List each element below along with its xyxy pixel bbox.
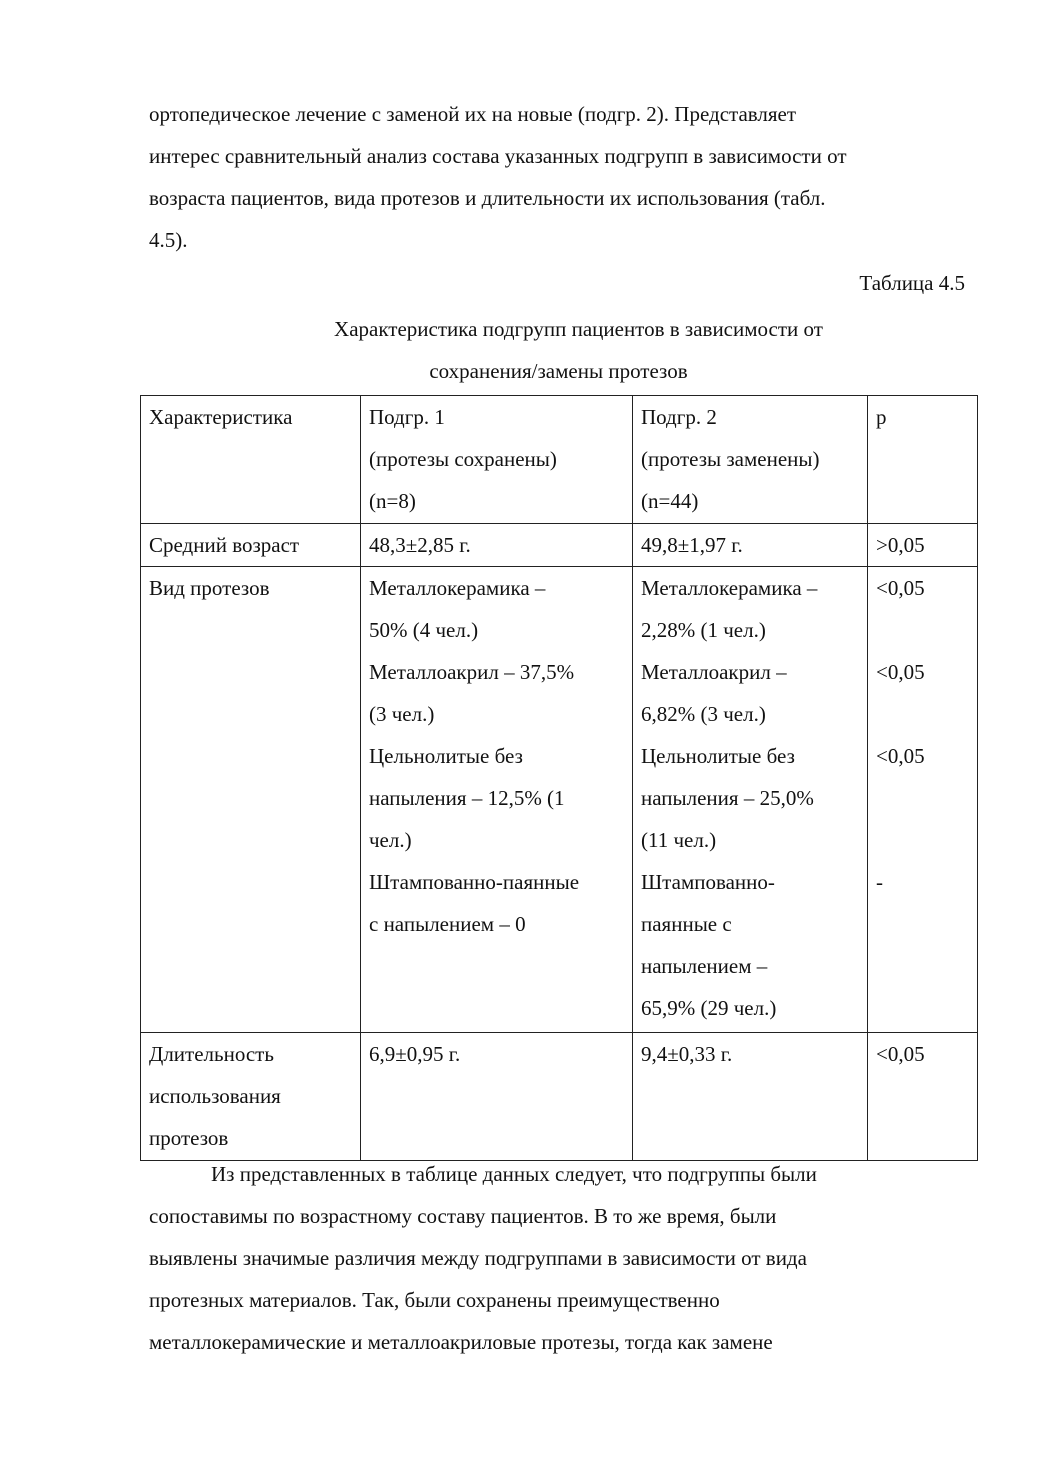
table-title-line: Характеристика подгрупп пациентов в зависимости от	[334, 317, 823, 341]
type-subgroup-1-line: (3 чел.)	[369, 702, 435, 726]
conclusion-paragraph	[149, 1153, 979, 1363]
type-p-value: <0,05	[876, 660, 925, 684]
comparison-table	[140, 395, 978, 1161]
type-subgroup-1-line: Цельнолитые без	[369, 744, 523, 768]
header-subgroup-1-line: Подгр. 1	[369, 405, 445, 429]
type-subgroup-1-line: Штампованно-паянные	[369, 870, 580, 894]
intro-line: 4.5).	[149, 228, 188, 252]
age-subgroup-1: 48,3±2,85 г.	[361, 524, 633, 567]
intro-line: возраста пациентов, вида протезов и длительности их использования (табл.	[149, 186, 826, 210]
header-subgroup-1	[361, 396, 633, 524]
conclusion-line: выявлены значимые различия между подгруппами в зависимости от вида	[149, 1246, 807, 1270]
duration-subgroup-1: 6,9±0,95 г.	[361, 1033, 633, 1161]
duration-label	[141, 1033, 361, 1161]
type-subgroup-1-line: с напылением – 0	[369, 912, 526, 936]
table-header-row	[141, 396, 978, 524]
header-p-label: p	[876, 405, 887, 429]
header-subgroup-2	[633, 396, 868, 524]
type-subgroup-2-line: (11 чел.)	[641, 828, 717, 852]
age-subgroup-2: 49,8±1,97 г.	[633, 524, 868, 567]
header-p-value	[868, 396, 978, 524]
conclusion-line: Из представленных в таблице данных следует, что подгруппы были	[211, 1162, 817, 1186]
header-characteristic	[141, 396, 361, 524]
type-p-value: <0,05	[876, 576, 925, 600]
type-subgroup-1-line: чел.)	[369, 828, 412, 852]
type-subgroup-1-line: Металлоакрил – 37,5%	[369, 660, 575, 684]
duration-p-value: <0,05	[868, 1033, 978, 1161]
duration-subgroup-2: 9,4±0,33 г.	[633, 1033, 868, 1161]
type-subgroup-1-line: 50% (4 чел.)	[369, 618, 479, 642]
header-subgroup-2-line: (протезы заменены)	[641, 447, 820, 471]
duration-label-line: использования	[149, 1084, 281, 1108]
type-subgroup-1-line: Металлокерамика –	[369, 576, 546, 600]
header-subgroup-2-line: (n=44)	[641, 489, 699, 513]
type-subgroup-2-line: напылением –	[641, 954, 768, 978]
type-subgroup-2-line: Цельнолитые без	[641, 744, 795, 768]
conclusion-line: протезных материалов. Так, были сохранены преимущественно	[149, 1288, 720, 1312]
type-subgroup-2-line: Металлокерамика –	[641, 576, 818, 600]
type-label: Вид протезов	[141, 567, 361, 1033]
table-row-average-age	[141, 524, 978, 567]
header-subgroup-2-line: Подгр. 2	[641, 405, 717, 429]
intro-paragraph	[149, 93, 979, 261]
header-characteristic-label: Характеристика	[149, 405, 293, 429]
type-subgroup-2-line: напыления – 25,0%	[641, 786, 814, 810]
header-subgroup-1-line: (n=8)	[369, 489, 416, 513]
table-row-prosthesis-type	[141, 567, 978, 1033]
age-label: Средний возраст	[141, 524, 361, 567]
type-p-values	[868, 567, 978, 1033]
type-p-value: -	[876, 870, 883, 894]
duration-label-line: протезов	[149, 1126, 229, 1150]
table-title	[140, 308, 977, 392]
type-subgroup-2-line: 65,9% (29 чел.)	[641, 996, 777, 1020]
type-subgroup-2-line: Металлоакрил –	[641, 660, 787, 684]
intro-line: ортопедическое лечение с заменой их на новые (подгр. 2). Представляет	[149, 102, 797, 126]
type-p-value: <0,05	[876, 744, 925, 768]
conclusion-line: металлокерамические и металлоакриловые протезы, тогда как замене	[149, 1330, 773, 1354]
conclusion-line: сопоставимы по возрастному составу пациентов. В то же время, были	[149, 1204, 777, 1228]
table-number: Таблица 4.5	[859, 271, 965, 295]
age-p-value: >0,05	[868, 524, 978, 567]
table-row-usage-duration	[141, 1033, 978, 1161]
type-subgroup-2-line: Штампованно-	[641, 870, 775, 894]
type-subgroup-1-line: напыления – 12,5% (1	[369, 786, 565, 810]
type-subgroup-2	[633, 567, 868, 1033]
duration-label-line: Длительность	[149, 1042, 274, 1066]
type-subgroup-1	[361, 567, 633, 1033]
header-subgroup-1-line: (протезы сохранены)	[369, 447, 557, 471]
table-title-line: сохранения/замены протезов	[429, 359, 688, 383]
type-subgroup-2-line: 6,82% (3 чел.)	[641, 702, 766, 726]
type-subgroup-2-line: паянные с	[641, 912, 732, 936]
type-subgroup-2-line: 2,28% (1 чел.)	[641, 618, 766, 642]
intro-line: интерес сравнительный анализ состава указанных подгрупп в зависимости от	[149, 144, 847, 168]
